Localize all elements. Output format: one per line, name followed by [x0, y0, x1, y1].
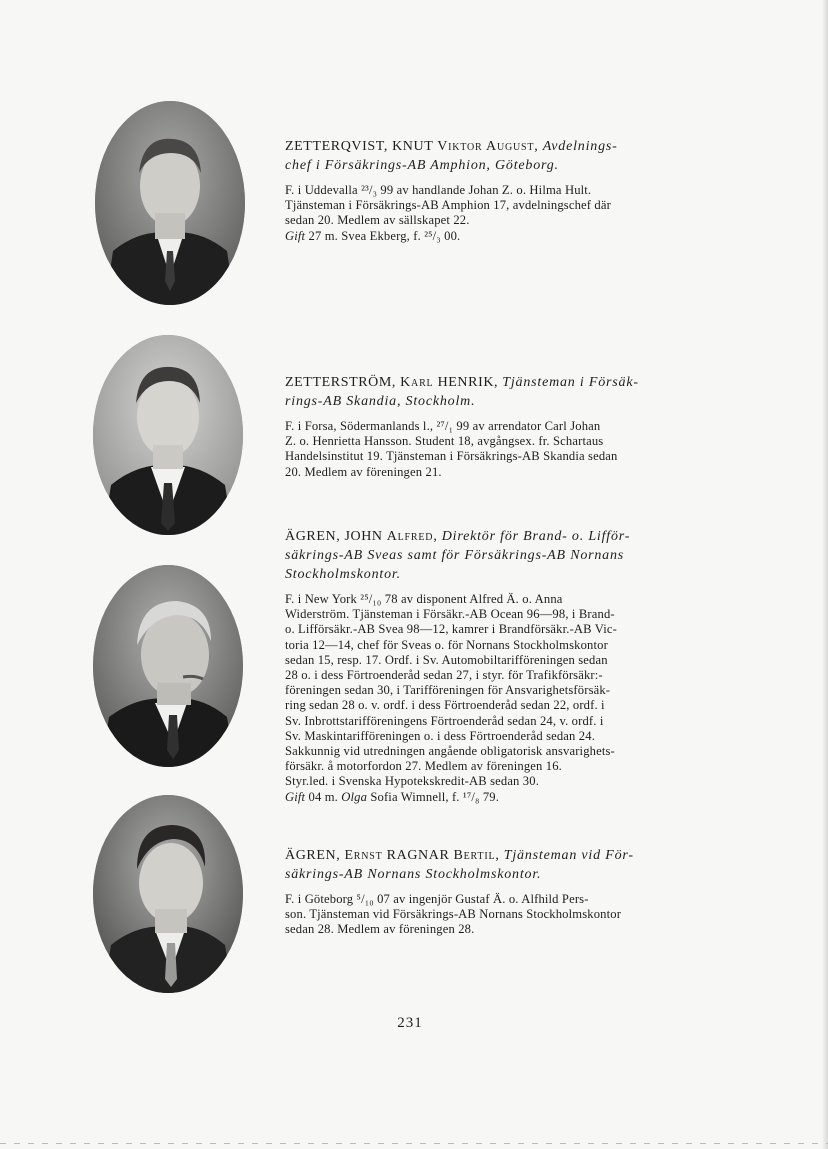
position-title-line3: Stockholmskontor. [285, 567, 401, 582]
body-line: försäkr. å motorfordon 27. Medlem av föreningen 16. [285, 759, 562, 774]
position-title-line2: säkrings-AB Nornans Stockholmskontor. [285, 867, 542, 882]
surname: ÄGREN, [285, 529, 341, 544]
entry-agren-ragnar [285, 846, 685, 938]
position-title-line2: rings-AB Skandia, Stockholm. [285, 394, 476, 409]
first-name: JOHN [344, 529, 383, 544]
entry-heading [285, 373, 685, 411]
portrait-agren-ragnar-image [93, 795, 243, 993]
body-line: F. i Forsa, Södermanlands l., ²⁷/₁ 99 av arrendator Carl Johan [285, 419, 601, 433]
entry-heading [285, 527, 685, 584]
surname: ZETTERQVIST, [285, 139, 388, 154]
body-line: toria 12—14, chef för Sveas o. för Nornans Stockholmskontor [285, 637, 608, 652]
page-number: 231 [397, 1015, 423, 1031]
first-name: HENRIK, [437, 375, 499, 390]
married-text: 27 m. Svea Ekberg, f. ²⁵/₃ 00. [305, 228, 461, 243]
married-rest: Sofia Wimnell, f. ¹⁷/₈ 79. [367, 789, 500, 804]
body-line: Tjänsteman i Försäkrings-AB Amphion 17, avdelningschef där [285, 198, 611, 213]
middle-names-2: Bertil, [453, 848, 500, 863]
portrait-agren-john [93, 565, 243, 767]
body-line: Sv. Maskintarifföreningen o. i dess Förtroenderåd sedan 24. [285, 728, 595, 743]
body-line: F. i Uddevalla ²³/₃ 99 av handlande Johan Z. o. Hilma Hult. [285, 183, 592, 197]
middle-names: Karl [400, 375, 434, 390]
position-title-line1: Direktör för Brand- o. Lifför- [441, 529, 631, 544]
body-line: Sv. Inbrottstarifföreningens Förtroenderåd sedan 24, v. ordf. i [285, 713, 604, 728]
married-line [285, 229, 685, 244]
portrait-zetterqvist [95, 101, 245, 305]
body-line: Styr.led. i Svenska Hypotekskredit-AB sedan 30. [285, 774, 539, 789]
position-title-line2: säkrings-AB Sveas samt för Försäkrings-AB Nornans [285, 548, 625, 563]
middle-names: Alfred, [386, 529, 438, 544]
married-label: Gift [285, 789, 306, 804]
scan-artifact-line [0, 1143, 828, 1144]
married-line [285, 790, 685, 805]
middle-names: Ernst [344, 848, 383, 863]
body-line: föreningen sedan 30, i Tarifföreningen för Ansvarighetsförsäk- [285, 683, 611, 698]
entry-agren-john [285, 527, 685, 805]
body-line: Widerström. Tjänsteman i Försäkr.-AB Ocean 96—98, i Brand- [285, 607, 615, 622]
position-title-line1: Avdelnings- [542, 139, 618, 154]
portrait-agren-ragnar [93, 795, 243, 993]
body-line: 28 o. i dess Förtroenderåd sedan 27, i styr. för Trafikförsäkr:- [285, 668, 603, 683]
position-title-line1: Tjänsteman vid För- [503, 848, 634, 863]
entry-heading [285, 846, 685, 884]
married-text: 04 m. [305, 789, 342, 804]
body-line: Z. o. Henrietta Hansson. Student 18, avgångsex. fr. Schartaus [285, 434, 604, 449]
portrait-zetterstrom [93, 335, 243, 535]
body-line: ring sedan 28 o. v. ordf. i dess Förtroenderåd sedan 22, ordf. i [285, 698, 605, 713]
first-name: RAGNAR [386, 848, 450, 863]
body-line: F. i New York ²⁵/₁₀ 78 av disponent Alfred Ä. o. Anna [285, 592, 563, 606]
body-line: sedan 28. Medlem av föreningen 28. [285, 922, 475, 937]
body-line: sedan 15, resp. 17. Ordf. i Sv. Automobiltarifföreningen sedan [285, 652, 608, 667]
body-line: o. Lifförsäkr.-AB Svea 98—12, kamrer i Brandförsäkr.-AB Vic- [285, 622, 617, 637]
entry-heading [285, 137, 685, 175]
position-title-line1: Tjänsteman i Försäk- [502, 375, 639, 390]
body-line: son. Tjänsteman vid Försäkrings-AB Nornans Stockholmskontor [285, 907, 622, 922]
portrait-zetterqvist-image [95, 101, 245, 305]
portrait-agren-john-image [93, 565, 243, 767]
entry-zetterqvist [285, 137, 685, 244]
entry-zetterstrom [285, 373, 685, 480]
position-title-line2: chef i Försäkrings-AB Amphion, Göteborg. [285, 158, 559, 173]
first-name: KNUT [392, 139, 434, 154]
spouse-name: Olga [341, 789, 368, 804]
surname: ZETTERSTRÖM, [285, 375, 397, 390]
portrait-zetterstrom-image [93, 335, 243, 535]
middle-names: Viktor August, [437, 139, 539, 154]
body-line: Sakkunnig vid utredningen angående obligatorisk ansvarighets- [285, 744, 615, 759]
married-label: Gift [285, 228, 306, 243]
surname: ÄGREN, [285, 848, 341, 863]
page-edge [822, 0, 828, 1149]
body-line: F. i Göteborg ⁵/₁₀ 07 av ingenjör Gustaf Ä. o. Alfhild Pers- [285, 892, 589, 906]
body-line: Handelsinstitut 19. Tjänsteman i Försäkrings-AB Skandia sedan [285, 449, 618, 464]
body-line: sedan 20. Medlem av sällskapet 22. [285, 213, 470, 228]
body-line: 20. Medlem av föreningen 21. [285, 464, 442, 479]
